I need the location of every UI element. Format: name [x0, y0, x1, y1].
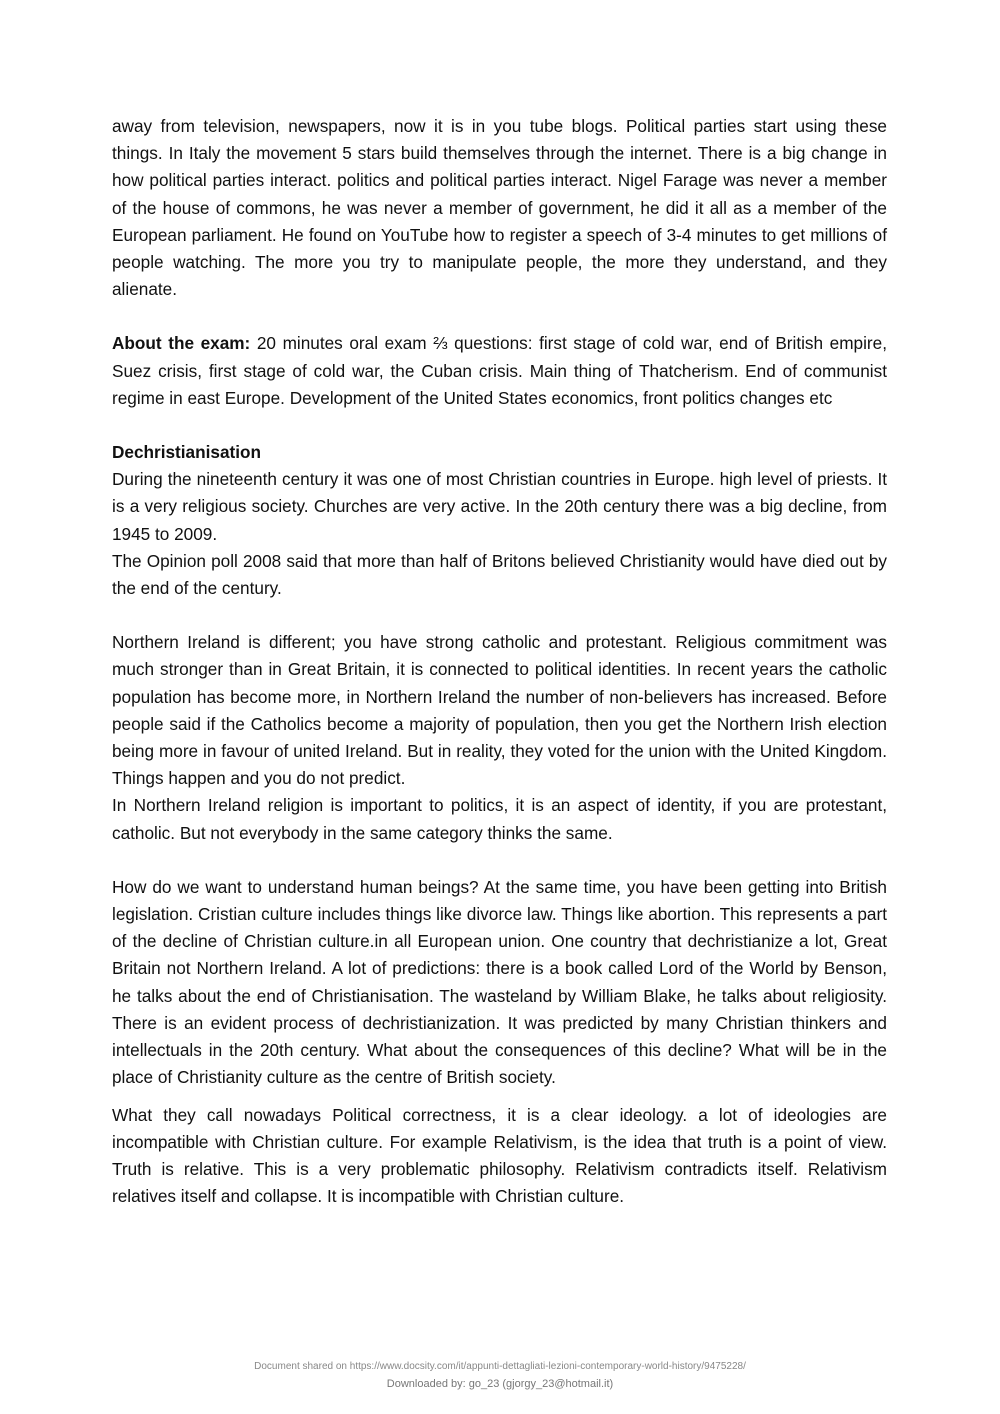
exam-paragraph	[112, 330, 887, 412]
spacer	[112, 602, 887, 629]
footer-downloaded-by: Downloaded by: go_23 (gjorgy_23@hotmail.it)	[386, 1378, 614, 1390]
spacer	[112, 412, 887, 439]
section-heading: Dechristianisation	[112, 442, 261, 463]
exam-label: About the exam:	[112, 333, 251, 354]
exam-text: 20 minutes oral exam ⅔ questions: first stage of cold war, end of British empire, Suez crisis, first stage of cold war, the Cuban crisis. Main thing of Thatcherism. End of communist regime in east Europe. Development of the United States economics, front politics changes etc	[112, 333, 887, 408]
body-paragraph: What they call nowadays Political correctness, it is a clear ideology. a lot of ideologies are incompatible with Christian culture. For example Relativism, is the idea that truth is a point of view. Truth is relative. This is a very problematic philosophy. Relativism contradicts itself. Relativism relatives itself and collapse. It is incompatible with Christian culture.	[112, 1104, 887, 1207]
footer-shared-link[interactable]: Document shared on https://www.docsity.com/it/appunti-dettagliati-lezioni-contemporary-world-history/9475228/	[254, 1361, 746, 1372]
body-paragraph: During the nineteenth century it was one of most Christian countries in Europe. high level of priests. It is a very religious society. Churches are very active. In the 20th century there was a big decline, from 1945 to 2009.	[112, 469, 887, 544]
body-paragraph: The Opinion poll 2008 said that more than half of Britons believed Christianity would have died out by the end of the century.	[112, 550, 887, 599]
intro-paragraph: away from television, newspapers, now it is in you tube blogs. Political parties start using these things. In Italy the movement 5 stars build themselves through the internet. There is a big change in how political parties interact. politics and political parties interact. Nigel Farage was never a member of the house of commons, he was never a member of government, he did it all as a member of the European parliament. He found on YouTube how to register a speech of 3-4 minutes to get millions of people watching. The more you try to manipulate people, the more they understand, and they alienate.	[112, 116, 887, 300]
document-page	[112, 113, 887, 1210]
body-paragraph: In Northern Ireland religion is important to politics, it is an aspect of identity, if you are protestant, catholic. But not everybody in the same category thinks the same.	[112, 795, 887, 843]
spacer	[112, 847, 887, 874]
body-paragraph: How do we want to understand human beings? At the same time, you have been getting into British legislation. Cristian culture includes things like divorce law. Things like abortion. This represents a part of the decline of Christian culture.in all European union. One country that dechristianize a lot, Great Britain not Northern Ireland. A lot of predictions: there is a book called Lord of the World by Benson, he talks about the end of Christianisation. The wasteland by William Blake, he talks about religiosity. There is an evident process of dechristianization. It was predicted by many Christian thinkers and intellectuals in the 20th century. What about the consequences of this decline? What will be in the place of Christianity culture as the centre of British society.	[112, 876, 887, 1088]
spacer	[112, 1092, 887, 1102]
body-paragraph: Northern Ireland is different; you have strong catholic and protestant. Religious commitment was much stronger than in Great Britain, it is connected to political identities. In recent years the catholic population has become more, in Northern Ireland the number of non-believers has increased. Before people said if the Catholics become a majority of population, then you get the Northern Irish election being more in favour of united Ireland. But in reality, they voted for the union with the United Kingdom. Things happen and you do not predict.	[112, 632, 887, 789]
spacer	[112, 303, 887, 330]
